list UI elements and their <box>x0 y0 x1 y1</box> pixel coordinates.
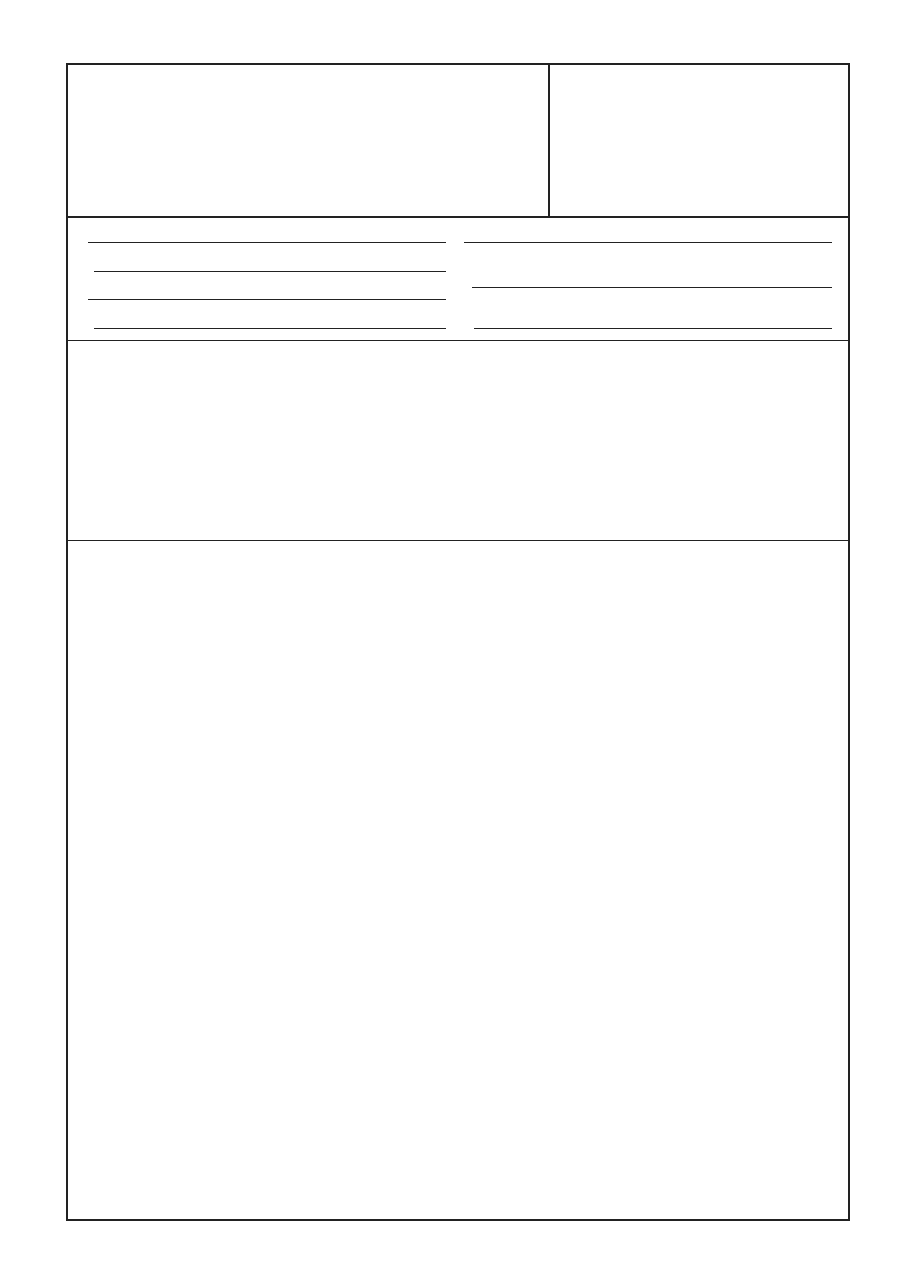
footer <box>68 1197 848 1219</box>
address-fields <box>68 218 848 341</box>
song-list <box>68 340 848 541</box>
firstname-field[interactable] <box>462 232 832 243</box>
country-field[interactable] <box>86 318 446 329</box>
name-field[interactable] <box>86 232 446 243</box>
postal-field[interactable] <box>86 289 446 300</box>
street-field[interactable] <box>86 261 446 272</box>
order-form <box>66 63 850 1221</box>
title-block <box>68 65 550 218</box>
order-heading <box>550 65 848 218</box>
tel-field[interactable] <box>462 318 832 329</box>
city-field[interactable] <box>462 277 832 288</box>
